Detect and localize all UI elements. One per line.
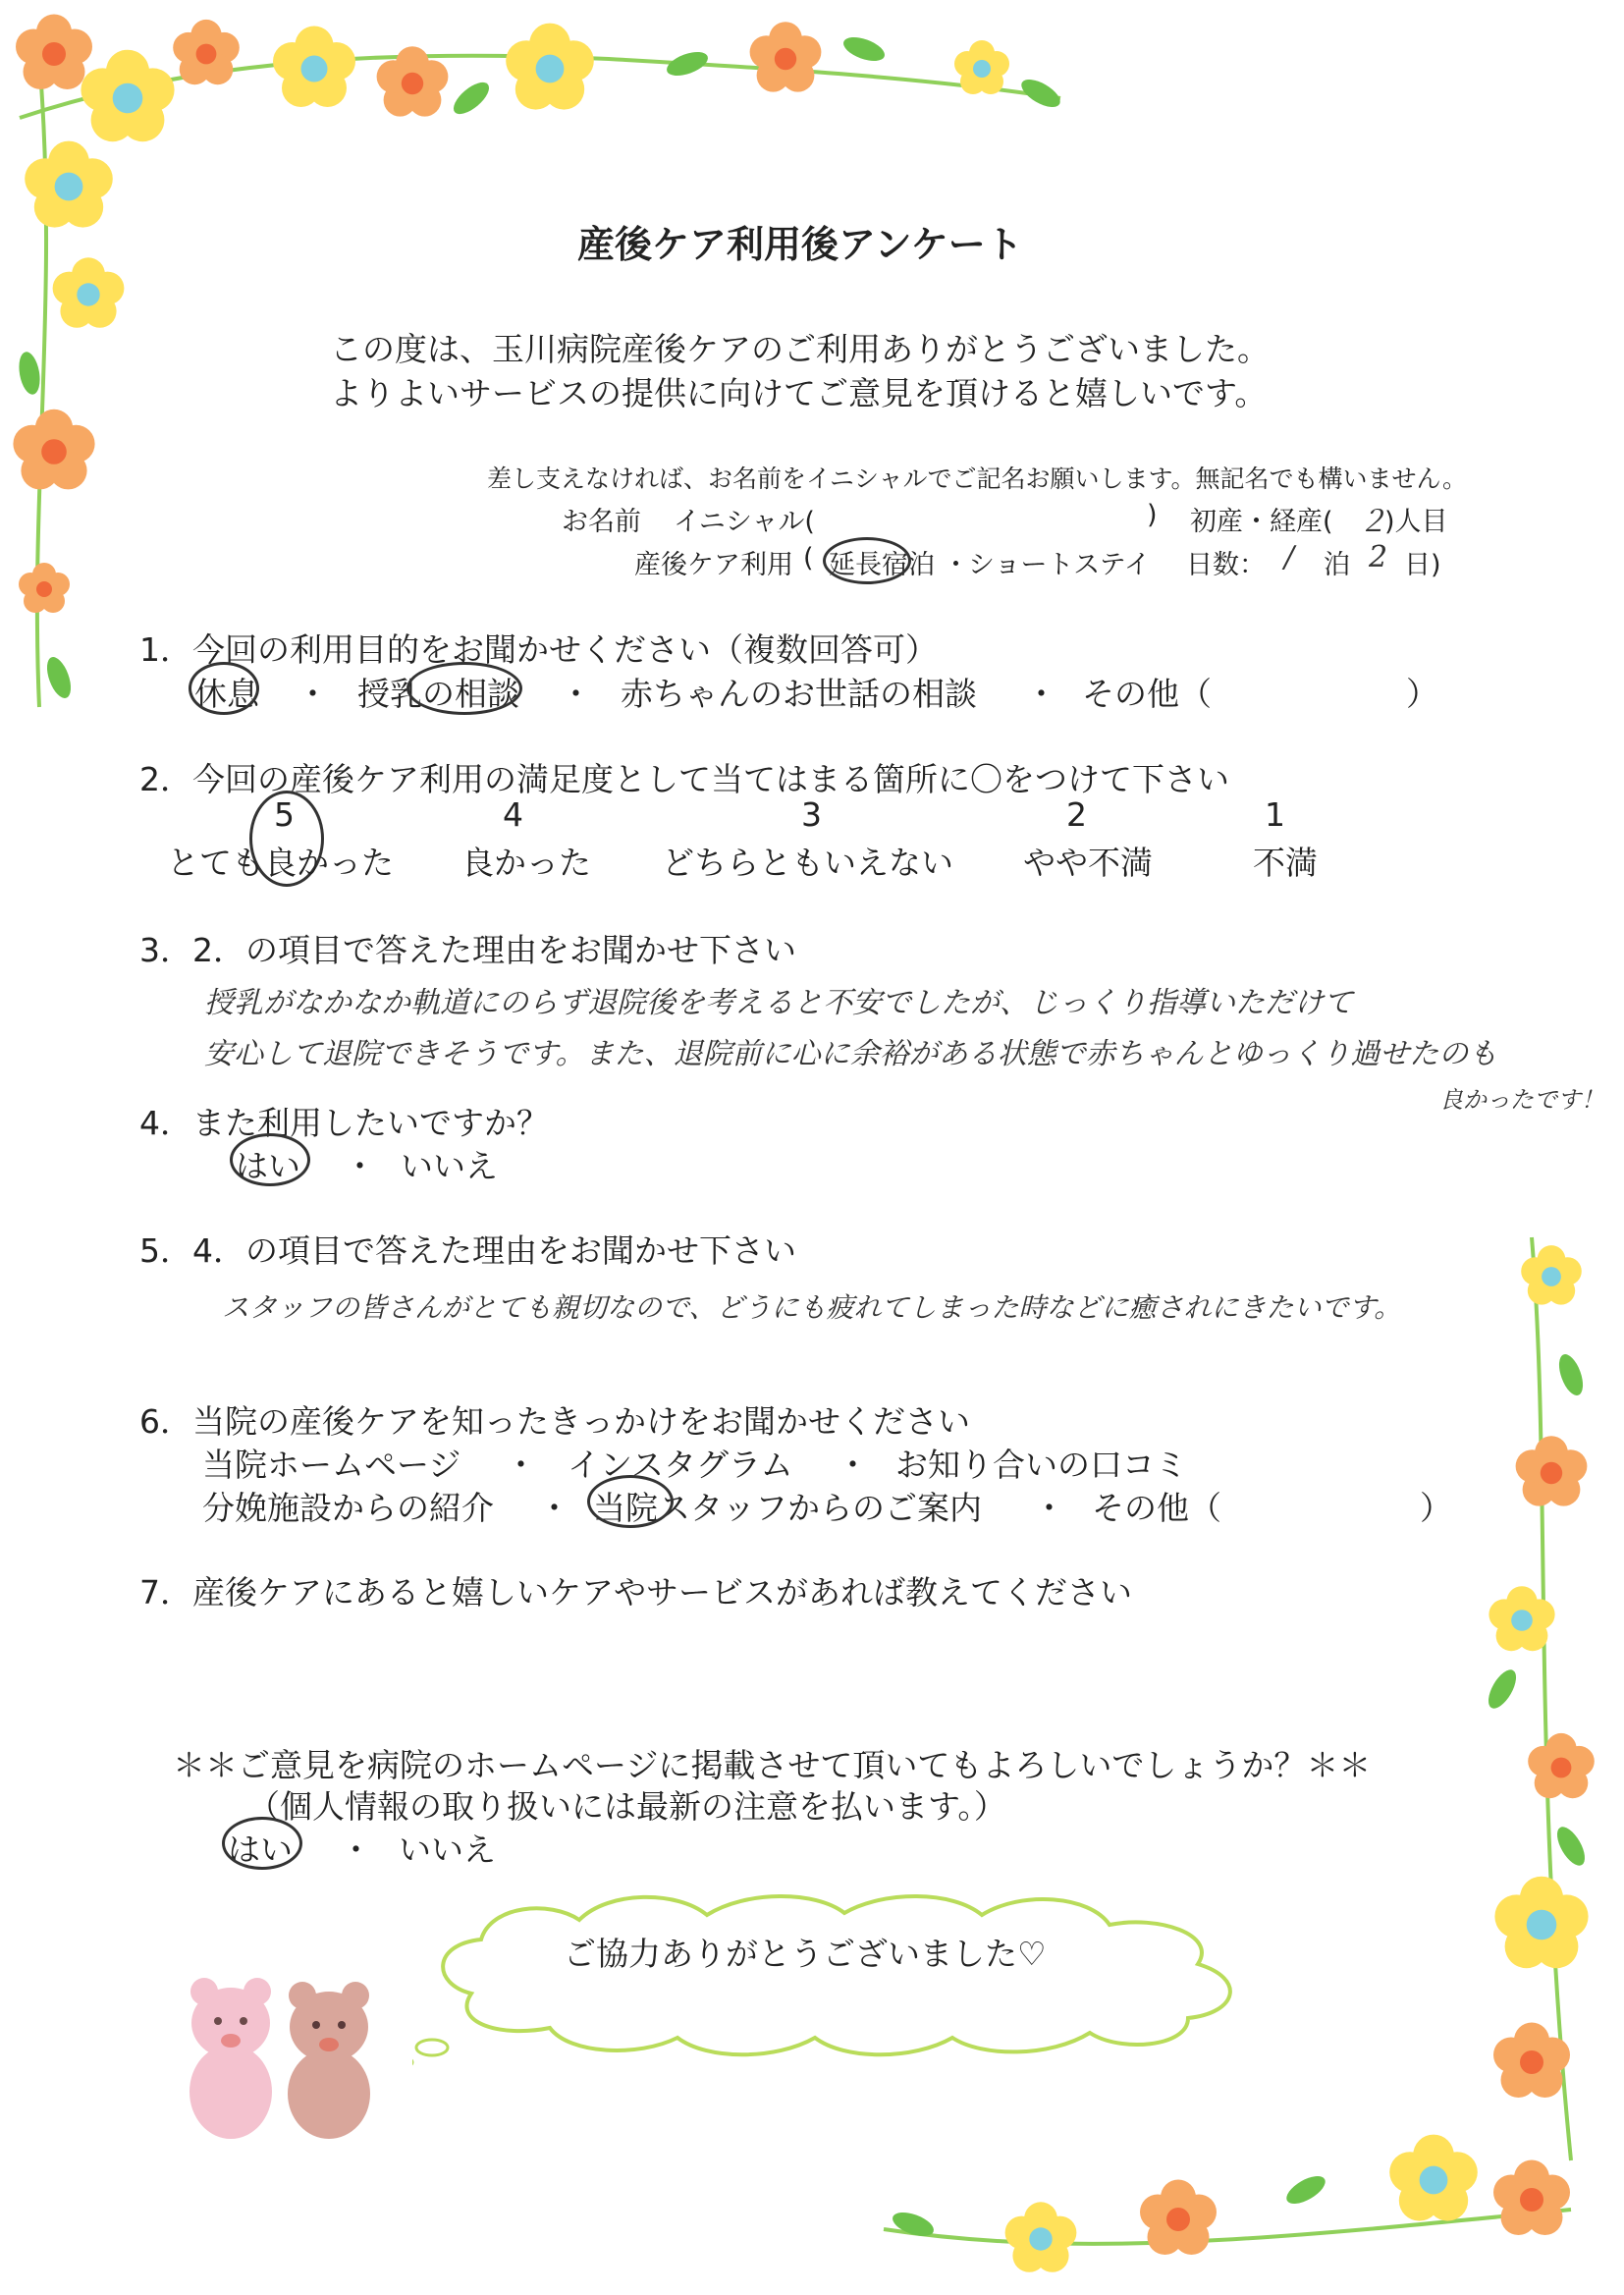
q6-option-word-of-mouth: お知り合いの口コミ bbox=[895, 1446, 1187, 1484]
usage-open: ( bbox=[803, 543, 814, 574]
q6-option-instagram: インスタグラム bbox=[568, 1446, 793, 1484]
q1-option-feeding: 授乳の相談 bbox=[357, 675, 519, 713]
thanks-message: ご協力ありがとうございました♡ bbox=[564, 1935, 1047, 1973]
question-1: 1．今回の利用目的をお聞かせください（複数回答可） bbox=[139, 630, 938, 669]
q1-option-other: その他（ bbox=[1082, 675, 1212, 713]
answer-circle bbox=[406, 662, 522, 715]
q3-answer-line-2: 安心して退院できそうです。また、退院前に心に余裕がある状態で赤ちゃんとゆっくり過せたのも bbox=[204, 1037, 1498, 1071]
intro-line-1: この度は、玉川病院産後ケアのご利用ありがとうございました。 bbox=[330, 330, 1270, 368]
name-label: お名前 bbox=[562, 507, 641, 537]
days-value: 2 bbox=[1369, 540, 1388, 574]
q1-option-rest: 休息 bbox=[194, 675, 259, 713]
usage-sep: ・ bbox=[943, 550, 969, 580]
question-6: 6．当院の産後ケアを知ったきっかけをお聞かせください bbox=[139, 1402, 970, 1441]
q6-sep: ・ bbox=[538, 1489, 570, 1527]
consent-yes: はい bbox=[228, 1831, 293, 1869]
q2-scale-num: 4 bbox=[503, 795, 523, 834]
nights-value: / bbox=[1284, 540, 1295, 574]
consent-note: （個人情報の取り扱いには最新の注意を払います。） bbox=[247, 1787, 1006, 1826]
intro-line-2: よりよいサービスの提供に向けてご意見を頂けると嬉しいです。 bbox=[330, 374, 1268, 412]
question-2: 2．今回の産後ケア利用の満足度として当てはまる箇所に〇をつけて下さい bbox=[139, 760, 1229, 798]
q6-sep: ・ bbox=[837, 1446, 869, 1484]
q1-sep: ・ bbox=[560, 675, 592, 713]
question-4: 4．また利用したいですか？ bbox=[139, 1104, 549, 1142]
q6-option-homepage: 当院ホームページ bbox=[202, 1446, 461, 1484]
q3-answer-line-3: 良かったです！ bbox=[1439, 1086, 1604, 1114]
usage-option-short: ショートステイ bbox=[968, 550, 1151, 580]
parity-label: 初産・経産( bbox=[1190, 507, 1333, 537]
bear-couple-illustration bbox=[177, 1974, 393, 2141]
question-7: 7．産後ケアにあると嬉しいケアやサービスがあれば教えてください bbox=[139, 1573, 1132, 1612]
parity-suffix: )人目 bbox=[1384, 507, 1448, 537]
speech-cloud bbox=[412, 1885, 1276, 2082]
q3-answer-line-1: 授乳がなかなか軌道にのらず退院後を考えると不安でしたが、じっくり指導いただけて bbox=[204, 986, 1353, 1020]
question-3: 3．2．の項目で答えた理由をお聞かせ下さい bbox=[139, 931, 796, 969]
q1-other-close: ） bbox=[1406, 675, 1438, 713]
q2-scale-label: やや不満 bbox=[1023, 844, 1153, 882]
q2-scale-num: 3 bbox=[801, 795, 822, 834]
q1-sep: ・ bbox=[297, 675, 329, 713]
answer-circle bbox=[823, 537, 911, 584]
q1-sep: ・ bbox=[1025, 675, 1057, 713]
q2-scale-num: 5 bbox=[274, 795, 295, 834]
q4-sep: ・ bbox=[344, 1147, 376, 1185]
q4-no: いいえ bbox=[401, 1147, 498, 1185]
q2-scale-label: 不満 bbox=[1253, 844, 1318, 882]
consent-sep: ・ bbox=[340, 1831, 372, 1869]
q2-scale-num: 2 bbox=[1066, 795, 1087, 834]
answer-circle bbox=[189, 662, 259, 715]
parity-value: ２ bbox=[1358, 505, 1387, 539]
name-note: 差し支えなければ、お名前をイニシャルでご記名お願いします。無記名でも構いません。 bbox=[487, 464, 1468, 493]
usage-label: 産後ケア利用 bbox=[634, 550, 793, 580]
q2-scale-num: 1 bbox=[1265, 795, 1285, 834]
q1-option-baby-care: 赤ちゃんのお世話の相談 bbox=[621, 675, 977, 713]
consent-question: ＊＊ご意見を病院のホームページに掲載させて頂いてもよろしいでしょうか？＊＊ bbox=[173, 1746, 1372, 1784]
q6-option-facility: 分娩施設からの紹介 bbox=[202, 1489, 494, 1527]
days-label: 日数： bbox=[1186, 550, 1266, 580]
answer-circle bbox=[230, 1133, 310, 1186]
q6-option-staff: 当院スタッフからのご案内 bbox=[593, 1489, 982, 1527]
q6-other-close: ） bbox=[1420, 1489, 1452, 1527]
answer-circle bbox=[222, 1817, 302, 1870]
days-unit: 日) bbox=[1404, 550, 1441, 580]
page-title: 産後ケア利用後アンケート bbox=[577, 223, 1023, 266]
q4-yes: はい bbox=[236, 1147, 300, 1185]
consent-no: いいえ bbox=[399, 1831, 496, 1869]
question-5: 5．4．の項目で答えた理由をお聞かせ下さい bbox=[139, 1231, 796, 1270]
q2-scale-label: どちらともいえない bbox=[662, 844, 953, 882]
q6-option-other: その他（ bbox=[1092, 1489, 1221, 1527]
initial-label: イニシャル( bbox=[674, 507, 815, 537]
nights-label: 泊 bbox=[1324, 550, 1350, 580]
usage-option-extended: 延長宿泊 bbox=[829, 550, 935, 580]
q5-answer: スタッフの皆さんがとても親切なので、どうにも疲れてしまった時などに癒されにきたいです。 bbox=[222, 1291, 1402, 1324]
q2-scale-label: 良かった bbox=[461, 844, 591, 882]
q2-scale-label: とても良かった bbox=[167, 844, 394, 882]
initial-close: ) bbox=[1147, 500, 1158, 530]
q6-sep: ・ bbox=[1033, 1489, 1065, 1527]
answer-circle bbox=[587, 1475, 674, 1528]
q6-sep: ・ bbox=[505, 1446, 537, 1484]
